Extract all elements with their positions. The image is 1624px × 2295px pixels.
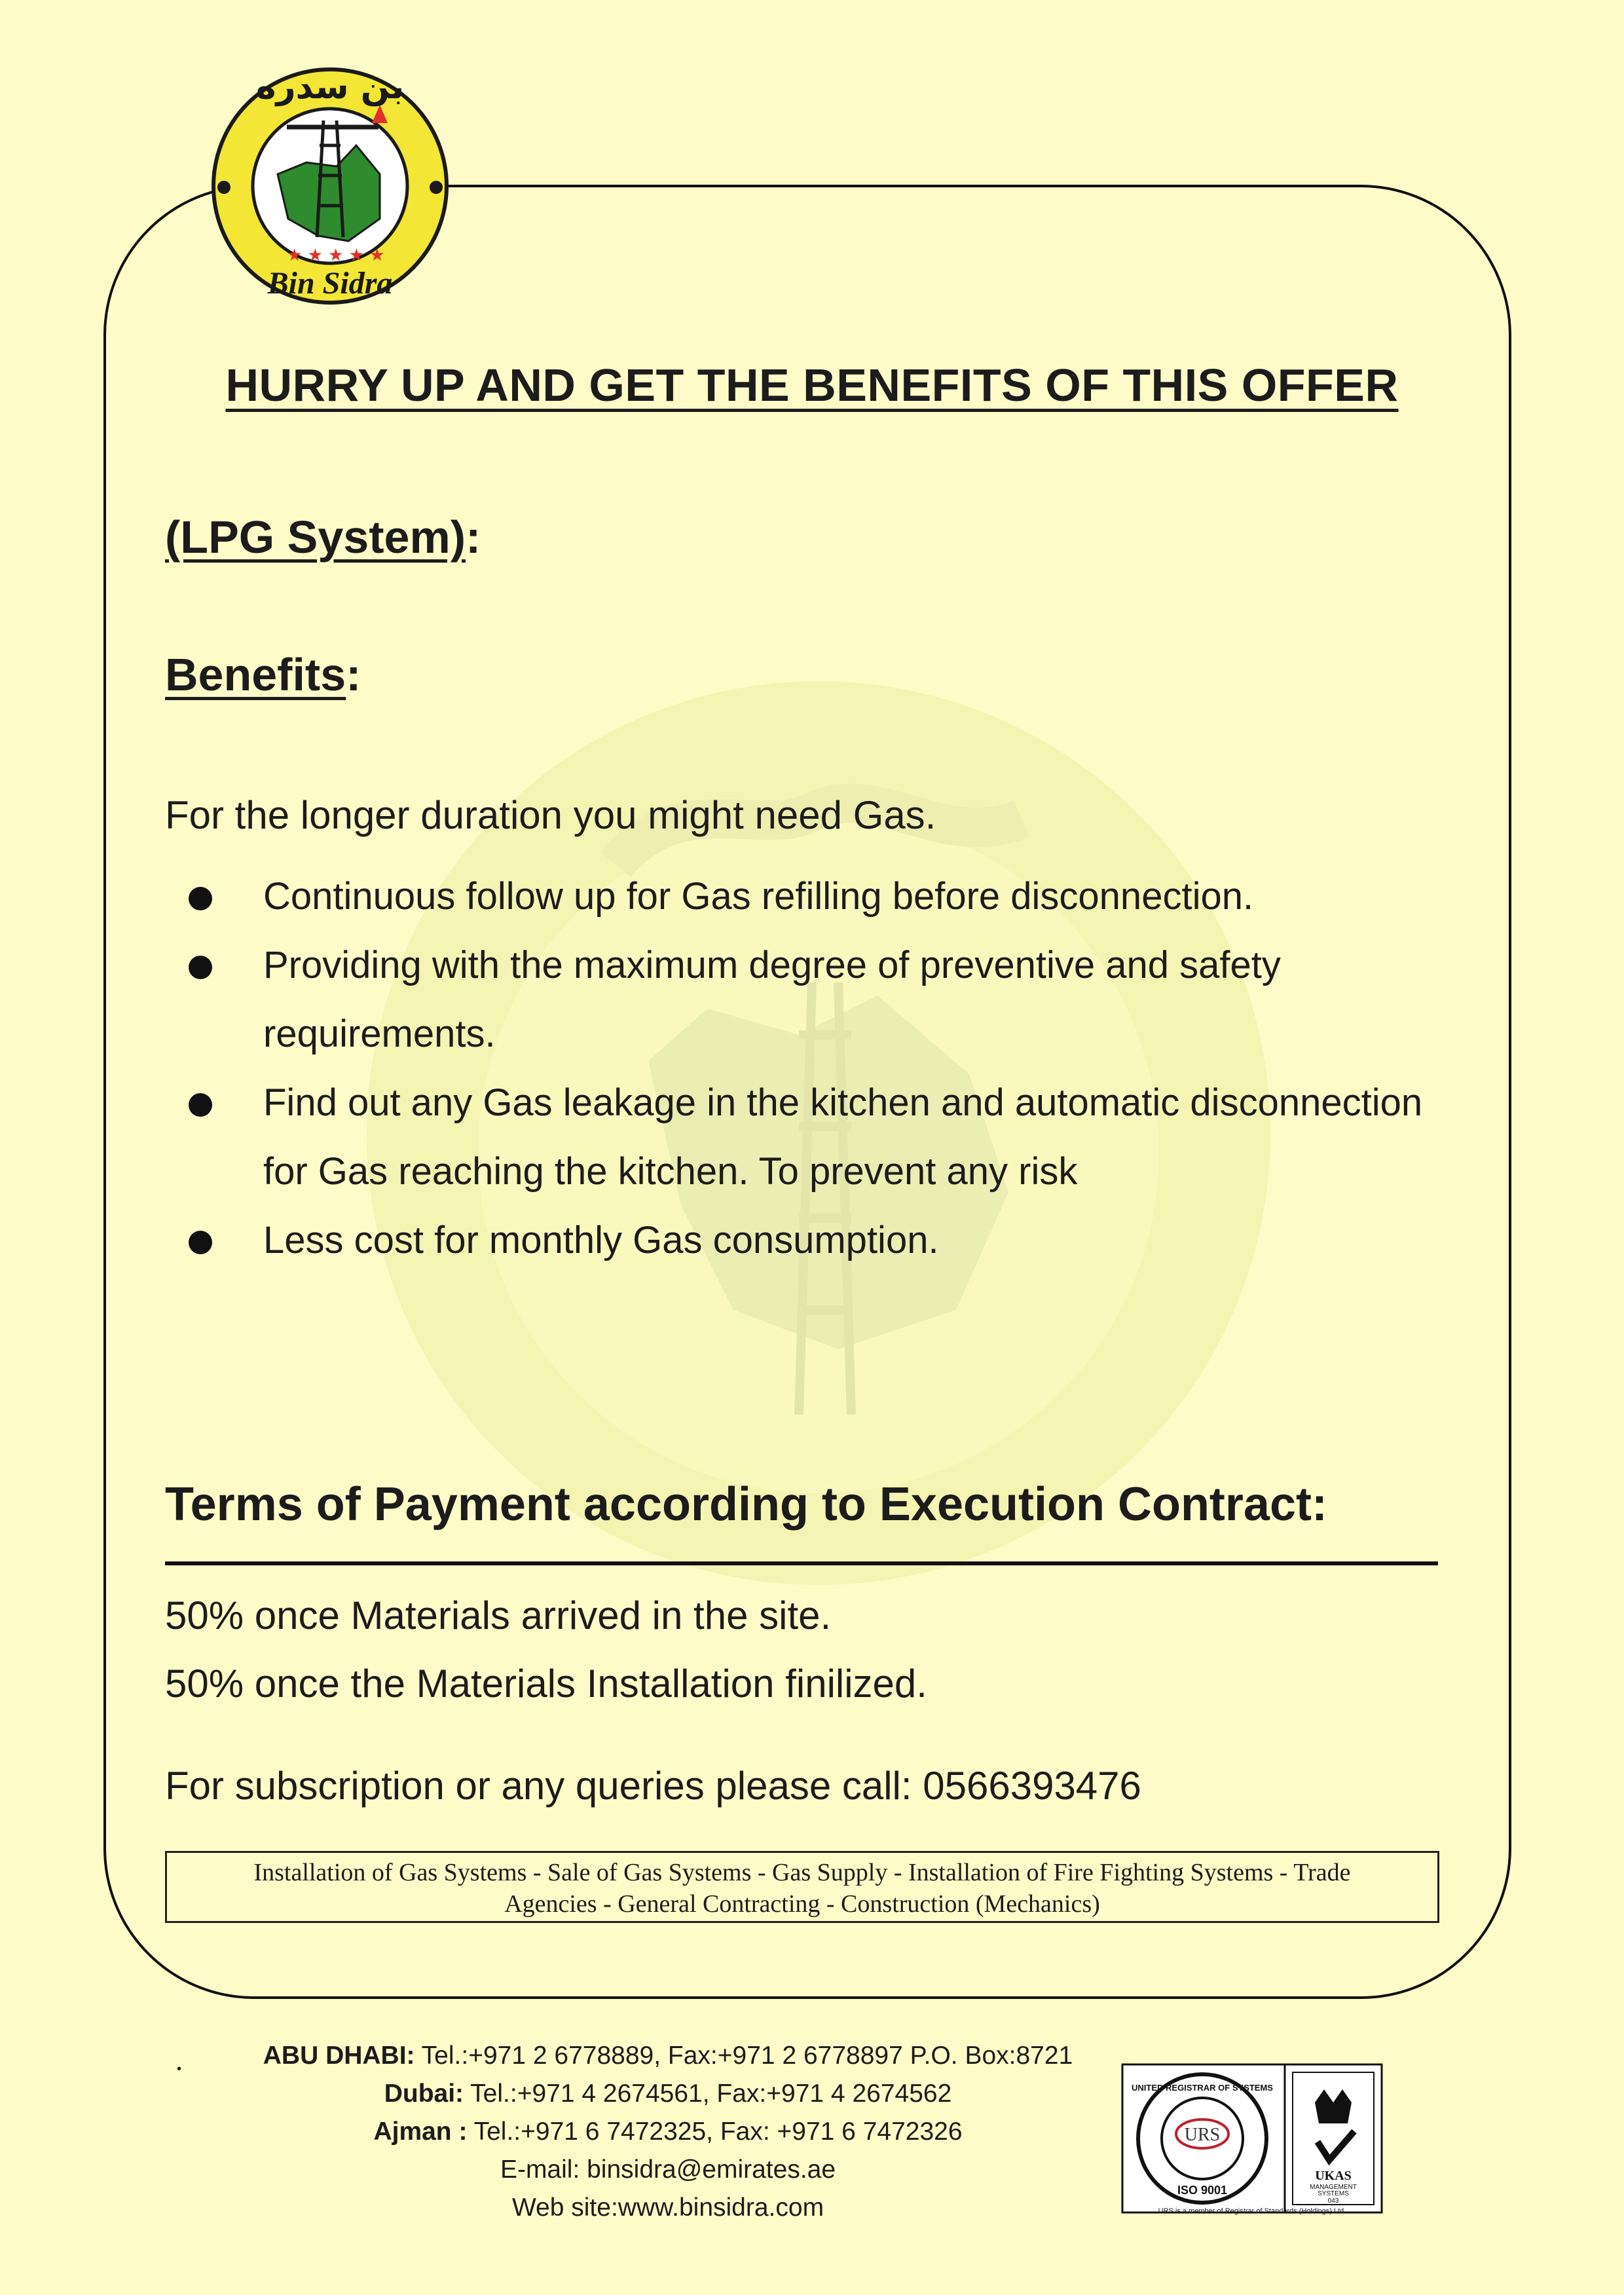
scan-mark: • — [177, 2062, 182, 2076]
dubai-details: Tel.:+971 4 2674561, Fax:+971 4 2674562 — [464, 2080, 952, 2108]
svg-text:★ ★ ★ ★ ★: ★ ★ ★ ★ ★ — [287, 246, 385, 265]
benefits-colon: : — [346, 649, 361, 700]
footer-abu-dhabi — [196, 2037, 1139, 2075]
list-item — [185, 862, 1494, 931]
benefits-label — [165, 648, 361, 701]
footer-dubai — [196, 2075, 1139, 2113]
payment-term-1: 50% once Materials arrived in the site. — [165, 1594, 832, 1637]
ukas-sub-1: MANAGEMENT — [1310, 2184, 1357, 2191]
list-item — [185, 931, 1494, 1068]
list-item-text: Providing with the maximum degree of preventive and safety — [263, 944, 1281, 986]
urs-ring-text: UNITED REGISTRAR OF SYSTEMS — [1132, 2083, 1273, 2093]
ukas-sub-2: SYSTEMS — [1318, 2190, 1349, 2197]
footer-ajman — [196, 2113, 1139, 2151]
ukas-number: 043 — [1327, 2197, 1339, 2205]
bin-sidra-logo — [208, 64, 452, 308]
certification-note: URS is a member of Registrar of Standards (Holdings) Ltd. — [1158, 2207, 1346, 2215]
footer-website: Web site:www.binsidra.com — [511, 2193, 824, 2222]
services-line-1: Installation of Gas Systems - Sale of Gas Systems - Gas Supply - Installation of Fire Fighting Systems - Trade — [253, 1859, 1351, 1886]
lpg-system-colon: : — [466, 512, 481, 563]
benefits-text: Benefits — [165, 649, 346, 700]
ukas-label: UKAS — [1315, 2169, 1352, 2183]
benefits-intro: For the longer duration you might need Gas. — [165, 793, 936, 837]
payment-terms-title: Terms of Payment according to Execution Contract: — [165, 1478, 1327, 1531]
bullet-icon — [189, 1231, 212, 1254]
ajman-label: Ajman : — [373, 2118, 468, 2146]
list-item-text-continued: requirements. — [263, 1013, 496, 1055]
list-item — [185, 1068, 1494, 1206]
benefits-list — [185, 862, 1494, 1275]
abu-dhabi-label: ABU DHABI: — [263, 2042, 415, 2070]
offer-heading-text: HURRY UP AND GET THE BENEFITS OF THIS OFFER — [225, 360, 1399, 411]
payment-terms-underline — [165, 1561, 1438, 1565]
services-line-2: Agencies - General Contracting - Construction (Mechanics) — [504, 1890, 1100, 1918]
iso-label: ISO 9001 — [1177, 2184, 1228, 2197]
abu-dhabi-details: Tel.:+971 2 6778889, Fax:+971 2 6778897 P.O. Box:8721 — [415, 2042, 1073, 2070]
contact-phone-line: For subscription or any queries please call: 0566393476 — [165, 1764, 1141, 1808]
payment-term-2: 50% once the Materials Installation finilized. — [165, 1662, 927, 1706]
offer-heading — [0, 359, 1624, 411]
iso-certification-badge — [1121, 2063, 1383, 2214]
ajman-details: Tel.:+971 6 7472325, Fax: +971 6 7472326 — [467, 2118, 963, 2146]
bullet-icon — [189, 1093, 212, 1117]
logo-latin-text: Bin Sidra — [267, 266, 393, 301]
list-item-text: Continuous follow up for Gas refilling before disconnection. — [263, 875, 1254, 918]
dubai-label: Dubai: — [384, 2080, 464, 2108]
bullet-icon — [189, 887, 212, 910]
lpg-system-label — [165, 511, 481, 563]
logo-arabic-text: بن سدره — [255, 67, 405, 107]
footer-email: E-mail: binsidra@emirates.ae — [500, 2155, 836, 2184]
footer-contacts — [196, 2037, 1139, 2227]
urs-mark: URS — [1184, 2125, 1221, 2145]
bullet-icon — [189, 956, 212, 979]
list-item-text: Find out any Gas leakage in the kitchen and automatic disconnection — [263, 1081, 1423, 1124]
lpg-system-text: (LPG System) — [165, 512, 466, 563]
list-item-text: Less cost for monthly Gas consumption. — [263, 1219, 939, 1261]
list-item-text-continued: for Gas reaching the kitchen. To prevent any risk — [263, 1150, 1078, 1193]
list-item — [185, 1206, 1494, 1275]
services-box — [165, 1851, 1439, 1923]
